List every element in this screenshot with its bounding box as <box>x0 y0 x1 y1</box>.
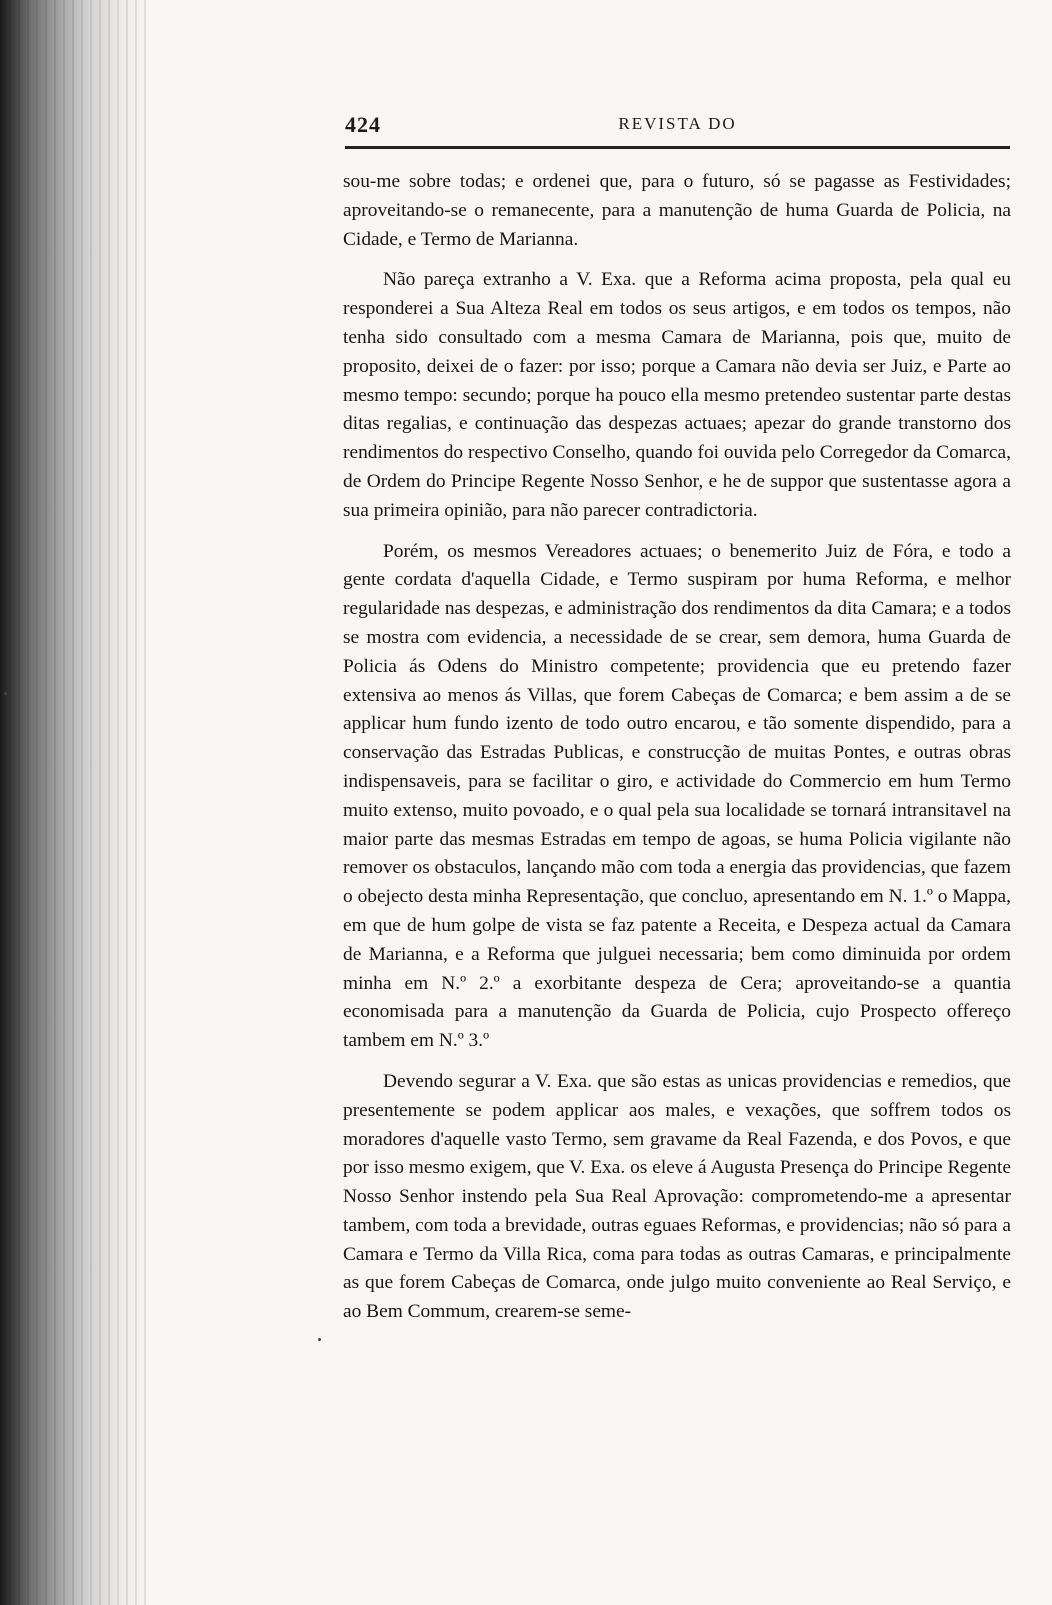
running-head <box>345 112 1010 146</box>
scan-speck <box>318 1338 321 1341</box>
paragraph: Porém, os mesmos Vereadores actuaes; o benemerito Juiz de Fóra, e todo a gente cordata d'aquella Cidade, e Termo suspiram por huma Reforma, e melhor regularidade nas despezas, e administração dos rendimentos da dita Camara; e a todos se mostra com evidencia, a necessidade de se crear, sem demora, huma Guarda de Policia ás Odens do Ministro competente; providencia que eu pretendo fazer extensiva ao menos ás Villas, que forem Cabeças de Comarca; e bem assim a de se applicar hum fundo izento de todo outro encarou, e tão somente dispendido, para a conservação das Estradas Publicas, e construcção de muitas Pontes, e outras obras indispensaveis, para se facilitar o giro, e actividade do Commercio em hum Termo muito extenso, muito povoado, e o qual pela sua localidade se tornará intransitavel na maior parte das mesmas Estradas em tempo de agoas, se huma Policia vigilante não remover os obstaculos, lançando mão com toda a energia das providencias, que fazem o obejecto desta minha Representação, que concluo, apresentando em N. 1.º o Mappa, em que de hum golpe de vista se faz patente a Receita, e Despeza actual da Camara de Marianna, e a Reforma que julguei necessaria; bem como diminuida por ordem minha em N.º 2.º a exorbitante despeza de Cera; aproveitando-se a quantia economisada para a manutenção da Guarda de Policia, cujo Prospecto offereço tambem em N.º 3.º <box>343 540 1011 1052</box>
paragraph: Não pareça extranho a V. Exa. que a Reforma acima proposta, pela qual eu responderei a Sua Alteza Real em todos os seus artigos, e em todos os tempos, não tenha sido consultado com a mesma Camara de Marianna, pois que, muito de proposito, deixei de o fazer: por isso; porque a Camara não devia ser Juiz, e Parte ao mesmo tempo: secundo; porque ha pouco ella mesmo pretendeo sustentar parte destas ditas regalias, e continuação das despezas actuaes; apezar do grande transtorno dos rendimentos do respectivo Conselho, quando foi ouvida pelo Corregedor da Comarca, de Ordem do Principe Regente Nosso Senhor, e he de suppor que sustentasse agora a sua primeira opinião, para não parecer contradictoria. <box>343 269 1011 521</box>
header-rule <box>345 146 1010 149</box>
binding-texture <box>0 0 150 1605</box>
paragraph: sou-me sobre todas; e ordenei que, para o futuro, só se pagasse as Festividades; aproveitando-se o remanecente, para a manutenção de huma Guarda de Policia, na Cidade, e Termo de Marianna. <box>343 171 1011 250</box>
paragraph: Devendo segurar a V. Exa. que são estas as unicas providencias e remedios, que presentemente se podem applicar aos males, e vexações, que soffrem todos os moradores d'aquelle vasto Termo, sem gravame da Real Fazenda, e dos Povos, e que por isso mesmo exigem, que V. Exa. os eleve á Augusta Presença do Principe Regente Nosso Senhor instendo pela Sua Real Aprovação: comprometendo-me a apresentar tambem, com toda a brevidade, outras eguaes Reformas, e providencias; não só para a Camara e Termo da Villa Rica, coma para todas as outras Camaras, e principalmente as que forem Cabeças de Comarca, onde julgo muito conveniente ao Real Serviço, e ao Bem Commum, crearem-se seme- <box>343 1070 1011 1323</box>
scan-speck <box>4 692 7 695</box>
body-text <box>343 168 1011 1598</box>
journal-title: REVISTA DO <box>618 114 737 133</box>
page-number: 424 <box>345 112 381 137</box>
